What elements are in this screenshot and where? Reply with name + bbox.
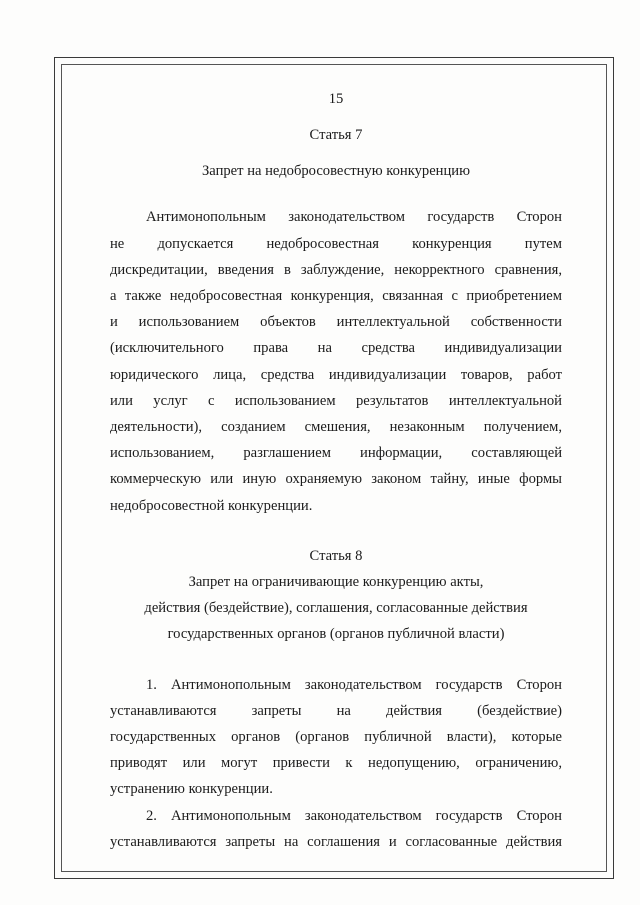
paragraph-line: использованием, разглашением информации, составляющей (110, 445, 562, 462)
paragraph-line: юридического лица, средства индивидуализации товаров, работ (110, 366, 562, 383)
paragraph-line: (исключительного права на средства индивидуализации (110, 340, 562, 357)
article-8-title-line: действия (бездействие), соглашения, согласованные действия (144, 600, 528, 617)
paragraph-line: или услуг с использованием результатов интеллектуальной (110, 392, 562, 409)
paragraph-line: не допускается недобросовестная конкуренция путем (110, 235, 562, 252)
paragraph-line: и использованием объектов интеллектуальной собственности (110, 314, 562, 331)
article-7-paragraph (110, 204, 562, 518)
article-8-paragraph-1 (110, 672, 562, 803)
article-8-title-line: государственных органов (органов публичной власти) (167, 626, 505, 643)
paragraph-line: Антимонопольным законодательством государств Сторон (146, 209, 562, 226)
paragraph-line: дискредитации, введения в заблуждение, некорректного сравнения, (110, 261, 562, 278)
article-8-number: Статья 8 (309, 547, 363, 564)
paragraph-line: 2. Антимонопольным законодательством государств Сторон (146, 807, 562, 824)
article-8-title-line: Запрет на ограничивающие конкуренцию акты, (188, 574, 484, 591)
article-8-paragraph-2 (110, 803, 562, 855)
paragraph-line: а также недобросовестная конкуренция, связанная с приобретением (110, 288, 562, 305)
paragraph-line: устанавливаются запреты на действия (бездействие) (110, 702, 562, 719)
article-7-number: Статья 7 (309, 127, 363, 143)
paragraph-line: приводят или могут привести к недопущению, ограничению, (110, 755, 562, 772)
paragraph-line: коммерческую или иную охраняемую законом тайну, иные формы (110, 471, 562, 488)
page-content (110, 86, 562, 855)
article-8-title (110, 569, 562, 648)
paragraph-line: устанавливаются запреты на соглашения и согласованные действия (110, 833, 562, 850)
article-7-title: Запрет на недобросовестную конкуренцию (201, 163, 471, 180)
paragraph-line: устранению конкуренции. (110, 781, 273, 798)
paragraph-line: государственных органов (органов публичной власти), которые (110, 729, 562, 746)
paragraph-line: 1. Антимонопольным законодательством государств Сторон (146, 676, 562, 693)
paragraph-line: деятельности), созданием смешения, незаконным получением, (110, 419, 562, 436)
page-number: 15 (328, 91, 344, 107)
paragraph-line: недобросовестной конкуренции. (110, 497, 313, 514)
